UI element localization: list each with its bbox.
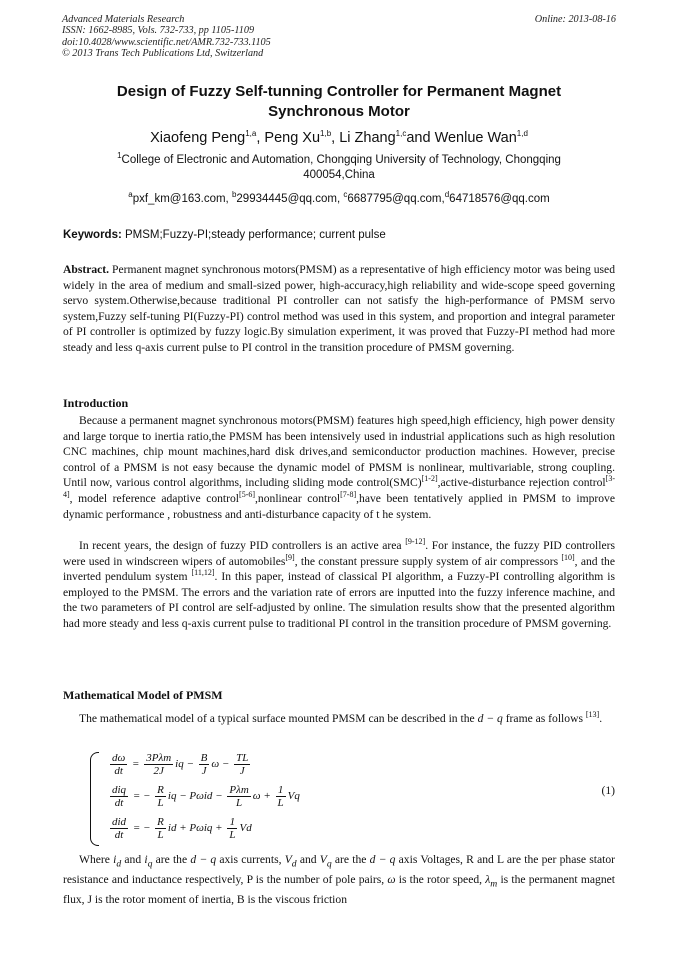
email-address: 64718576@qq.com	[449, 193, 550, 205]
math-term: Vq	[287, 790, 300, 803]
intro-paragraph-1	[63, 413, 615, 522]
frac-num: 1	[227, 816, 237, 829]
math-dq: d − q	[369, 853, 396, 866]
author-list	[62, 129, 616, 147]
frac-den: L	[229, 829, 236, 841]
author-affil-mark: 1,d	[516, 129, 528, 139]
author-name: Li Zhang	[339, 130, 396, 146]
math-dq: d − q	[190, 853, 217, 866]
model-text: .	[599, 712, 603, 725]
equation-number: (1)	[601, 784, 615, 797]
model-text: and	[296, 853, 320, 866]
math-vd: V	[284, 853, 292, 866]
email-address: pxf_km@163.com,	[132, 193, 232, 205]
section-heading-model: Mathematical Model of PMSM	[63, 688, 223, 702]
equation-row-1: $\frac{d\omega}{dt}$ = $\frac{\text{3Pλm}}{2J}$ iq − $\frac{B}{J}$ ω − $\frac{TL}{J}$	[112, 752, 249, 777]
math-term: − Pωid −	[179, 790, 223, 803]
author-affil-mark: 1,a	[245, 129, 257, 139]
model-text: The mathematical model of a typical surface mounted PMSM can be described in the	[79, 712, 478, 725]
author-name: Xiaofeng Peng	[150, 130, 246, 146]
math-term: Vd	[239, 822, 252, 835]
frac-den: dt	[114, 765, 123, 777]
citation: [5-6]	[239, 490, 256, 500]
citation: [1-2]	[421, 474, 438, 484]
intro-text: , model reference adaptive control	[69, 491, 240, 505]
model-text: axis currents,	[216, 853, 285, 866]
affiliation-line-1: College of Electronic and Automation, Chongqing University of Technology, Chongqing	[121, 154, 561, 166]
model-paragraph-2	[63, 852, 615, 907]
doi-line: doi:10.4028/www.scientific.net/AMR.732-733.1105	[62, 36, 271, 48]
issn-line: ISSN: 1662-8985, Vols. 732-733, pp 1105-1109	[62, 25, 255, 37]
frac-num: dω	[112, 752, 126, 764]
journal-header	[62, 14, 616, 59]
equation-row-2: $\frac{\text{diq}}{dt}$ = − $\frac{R}{L}$ iq − Pωid − $\frac{\text{Pλm}}{L}$ ω + $\frac{1}{L}$ Vq	[112, 784, 300, 809]
affiliation-mark: 1	[117, 151, 122, 161]
intro-text: ,active-disturbance rejection control	[437, 476, 606, 490]
math-term: ω +	[252, 790, 271, 803]
model-text: is the permanent magnet flux, J is the rotor moment of inertia, B is the viscous friction	[63, 872, 615, 906]
author-affil-mark: 1,c	[395, 129, 407, 139]
author-separator: ,	[256, 130, 265, 146]
online-date: Online: 2013-08-16	[534, 14, 616, 25]
email-address: 29934445@qq.com,	[236, 193, 344, 205]
frac-den: L	[157, 797, 164, 809]
email-address: 6687795@qq.com,	[347, 193, 445, 205]
math-sub: d	[291, 858, 297, 870]
math-term: + Pωiq +	[179, 822, 223, 835]
frac-num: did	[112, 816, 127, 828]
intro-text: Because a permanent magnet synchronous motors(PMSM) features high speed,high efficiency, high power density and large torque to inertia ratio,the PMSM has been intensively used in industrial applications such as high resolution CNC machines, chip mount machines,hard disk drives,and semiconductor production machines. However, precise control of a PMSM is not easy because the dynamic model of PMSM is nonlinear, multivariable, strong coupling. Until now, various control algorithms, including sliding mode control(SMC)	[63, 414, 615, 490]
intro-text: In recent years, the design of fuzzy PID controllers is an active area	[79, 539, 406, 552]
frac-num: B	[200, 752, 208, 764]
keywords-text: PMSM;Fuzzy-PI;steady performance; current pulse	[121, 229, 386, 241]
equation-brace	[90, 752, 99, 846]
frac-num: 1	[276, 784, 286, 797]
math-term: iq	[167, 790, 177, 803]
intro-text: . In this paper, instead of classical PI algorithm, a Fuzzy-PI controlling algorithm is employed to the PMSM. The errors and the variation rate of errors are inputted into the fuzzy inference machine, and the two parameters of PI control are self-adjusted by online. The simulation results show that the presented algorithm had more steady and less q-axis current pulse to traditional PI control in the transition procedure of PMSM governing.	[63, 570, 615, 630]
math-sub: q	[326, 858, 332, 870]
author-separator: ,	[331, 130, 340, 146]
keywords-label: Keywords:	[63, 229, 122, 241]
frac-den: dt	[114, 797, 124, 809]
math-vq: V	[319, 853, 327, 866]
equation-1	[90, 750, 615, 850]
frac-den: L	[157, 829, 164, 841]
math-term: ω	[211, 758, 220, 771]
math-omega: ω	[387, 872, 396, 886]
keywords	[63, 228, 617, 243]
frac-num: diq	[112, 784, 127, 796]
math-sub: d	[116, 858, 122, 870]
frac-num: Pλm	[229, 784, 249, 796]
model-text: are the	[331, 853, 370, 866]
model-text: frame as follows	[502, 712, 586, 725]
citation: [3-4]	[63, 474, 615, 500]
math-dq: d − q	[477, 712, 503, 725]
section-heading-introduction: Introduction	[63, 396, 129, 410]
copyright-line: © 2013 Trans Tech Publications Ltd, Switzerland	[62, 47, 264, 59]
model-text: Where	[79, 853, 114, 866]
frac-num: TL	[236, 752, 249, 764]
author-name: Peng Xu	[264, 130, 321, 146]
author-name: and Wenlue Wan	[406, 130, 517, 146]
title-line-1: Design of Fuzzy Self-tunning Controller for Permanent Magnet	[116, 83, 562, 100]
citation: [10]	[561, 552, 575, 562]
frac-num: R	[157, 816, 164, 828]
intro-text: ,nonlinear control	[255, 491, 341, 505]
equation-row-3: $\frac{\text{did}}{dt}$ = − $\frac{R}{L}$ id + Pωiq + $\frac{1}{L}$ Vd	[112, 816, 252, 841]
math-sub: q	[147, 858, 153, 870]
math-id: i	[113, 853, 117, 866]
abstract	[63, 262, 615, 356]
author-affil-mark: 1,b	[320, 129, 332, 139]
model-text: axis Voltages, R and L are the per phase stator resistance and inductance respectively, P is the number of pole pairs,	[63, 853, 615, 886]
frac-den: L	[277, 797, 284, 809]
citation: [9-12]	[405, 537, 426, 547]
email-list	[62, 192, 616, 207]
affiliation-line-2: 400054,China	[303, 169, 375, 181]
math-lambda: λ	[485, 872, 491, 886]
frac-den: dt	[114, 829, 124, 841]
math-term: id	[167, 822, 177, 835]
frac-den: L	[236, 797, 243, 809]
citation: [7-8]	[340, 490, 357, 500]
citation: [11,12]	[191, 568, 215, 578]
journal-name: Advanced Materials Research	[62, 14, 185, 25]
intro-text: ,have been tentatively applied in PMSM to improve dynamic performance , robustness and anti-disturbance capacity of t he system.	[63, 491, 615, 521]
math-iq: i	[144, 853, 148, 866]
frac-num: 3Pλm	[146, 752, 172, 764]
email-mark: d	[444, 190, 450, 200]
abstract-text: Permanent magnet synchronous motors(PMSM) as a representative of high efficiency motor was being used widely in the area of medium and small-sized power, high-accuracy,high reliability and wide-scope speed governing servo system.Otherwise,because traditional PI controller can not satisfy the high-performance of PMSM servo system,Fuzzy self-tuning PI(Fuzzy-PI) control method was used in this system, and proportion and integral parameter of PI controller is optimized by fuzzy logic.By simulation experiment, it was proved that Fuzzy-PI method had more steady and less q-axis current pulse to PI control in the transition procedure of PMSM governing.	[63, 263, 615, 354]
affiliation	[62, 153, 616, 183]
email-mark: a	[128, 190, 133, 200]
abstract-label: Abstract.	[63, 263, 110, 276]
math-term: iq	[175, 758, 184, 771]
math-sub: m	[490, 878, 498, 890]
model-text: is the rotor speed,	[395, 872, 486, 886]
frac-den: J	[239, 765, 245, 777]
title-line-2: Synchronous Motor	[268, 103, 410, 120]
model-text: and	[121, 853, 145, 866]
model-paragraph-1	[63, 711, 615, 727]
intro-paragraph-2	[63, 538, 615, 632]
frac-num: R	[157, 784, 164, 796]
email-mark: b	[231, 190, 237, 200]
intro-text: , and the inverted pendulum system	[63, 554, 615, 584]
citation: [9]	[285, 552, 295, 562]
model-text: are the	[152, 853, 191, 866]
citation: [13]	[585, 710, 600, 720]
email-mark: c	[343, 190, 348, 200]
intro-text: . For instance, the fuzzy PID controllers were used in windscreen wipers of automobiles	[63, 539, 616, 568]
frac-den: 2J	[153, 765, 164, 777]
intro-text: , the constant pressure supply system of air compressors	[294, 554, 562, 568]
paper-title	[62, 82, 616, 122]
frac-den: J	[201, 765, 207, 777]
